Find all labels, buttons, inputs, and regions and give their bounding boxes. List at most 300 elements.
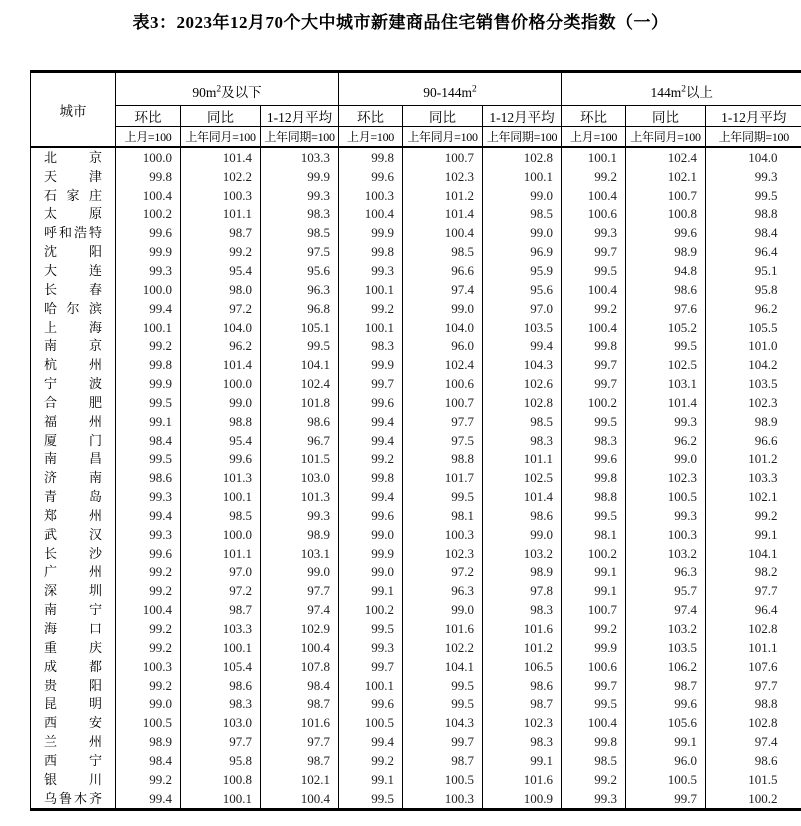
index-value: 99.7: [562, 676, 626, 695]
index-value: 99.0: [483, 525, 562, 544]
index-value: 100.4: [261, 638, 339, 657]
index-value: 99.6: [339, 167, 403, 186]
index-value: 99.1: [339, 581, 403, 600]
index-value: 99.2: [562, 770, 626, 789]
header-base-same-month-last-year: 上年同月=100: [181, 127, 261, 148]
index-value: 99.1: [562, 581, 626, 600]
table-row: [31, 676, 801, 695]
index-value: 98.3: [339, 336, 403, 355]
index-value: 99.1: [483, 751, 562, 770]
index-value: 99.2: [339, 450, 403, 469]
superscript-2: 2: [472, 85, 477, 95]
index-value: 98.9: [706, 412, 801, 431]
header-base-same-period-last-year: 上年同期=100: [483, 127, 562, 148]
index-value: 100.0: [116, 147, 181, 167]
index-value: 97.4: [261, 600, 339, 619]
index-value: 103.5: [483, 318, 562, 337]
table-row: [31, 431, 801, 450]
index-value: 99.5: [116, 450, 181, 469]
index-value: 99.5: [626, 336, 706, 355]
index-value: 99.6: [181, 450, 261, 469]
index-value: 99.8: [339, 147, 403, 167]
index-value: 97.5: [403, 431, 483, 450]
index-value: 101.5: [261, 450, 339, 469]
index-value: 97.7: [261, 732, 339, 751]
index-value: 101.4: [181, 355, 261, 374]
index-value: 103.1: [626, 374, 706, 393]
city-name: 大连: [31, 261, 116, 280]
index-value: 99.3: [706, 167, 801, 186]
table-row: [31, 694, 801, 713]
index-value: 100.2: [339, 600, 403, 619]
index-value: 99.7: [339, 657, 403, 676]
header-base-prev-month: 上月=100: [562, 127, 626, 148]
index-value: 99.5: [403, 676, 483, 695]
page-title: 表3：2023年12月70个大中城市新建商品住宅销售价格分类指数（一）: [0, 8, 801, 33]
index-value: 99.6: [626, 694, 706, 713]
index-value: 103.1: [261, 544, 339, 563]
index-value: 95.4: [181, 431, 261, 450]
index-value: 105.2: [626, 318, 706, 337]
city-name: 哈尔滨: [31, 299, 116, 318]
index-value: 99.0: [403, 299, 483, 318]
index-value: 102.4: [261, 374, 339, 393]
index-value: 100.4: [562, 713, 626, 732]
table-row: [31, 186, 801, 205]
index-value: 103.5: [706, 374, 801, 393]
table-row: [31, 581, 801, 600]
index-value: 100.3: [403, 789, 483, 809]
index-value: 99.3: [116, 525, 181, 544]
index-value: 99.4: [339, 431, 403, 450]
group-label: 90-144m: [423, 85, 472, 100]
index-value: 97.4: [706, 732, 801, 751]
table-row: [31, 525, 801, 544]
index-value: 95.9: [483, 261, 562, 280]
index-value: 99.8: [116, 167, 181, 186]
city-name: 宁波: [31, 374, 116, 393]
index-value: 106.2: [626, 657, 706, 676]
index-value: 98.4: [116, 751, 181, 770]
index-value: 99.6: [562, 450, 626, 469]
index-value: 99.7: [562, 242, 626, 261]
index-value: 98.3: [562, 431, 626, 450]
table-row: [31, 242, 801, 261]
table-row: [31, 638, 801, 657]
table-row: [31, 205, 801, 224]
index-value: 96.0: [403, 336, 483, 355]
index-value: 99.9: [562, 638, 626, 657]
index-value: 99.1: [626, 732, 706, 751]
index-value: 99.7: [562, 355, 626, 374]
index-value: 99.8: [339, 242, 403, 261]
index-value: 98.5: [483, 412, 562, 431]
index-value: 96.2: [626, 431, 706, 450]
index-value: 99.0: [339, 563, 403, 582]
index-value: 100.1: [181, 487, 261, 506]
index-value: 102.1: [626, 167, 706, 186]
table-row: [31, 223, 801, 242]
index-value: 99.3: [562, 789, 626, 809]
index-value: 99.2: [339, 751, 403, 770]
index-value: 98.5: [562, 751, 626, 770]
index-value: 98.6: [116, 468, 181, 487]
index-value: 99.2: [562, 619, 626, 638]
city-name: 长沙: [31, 544, 116, 563]
index-value: 98.7: [181, 223, 261, 242]
index-value: 102.1: [706, 487, 801, 506]
index-value: 102.2: [403, 638, 483, 657]
table-row: [31, 261, 801, 280]
index-value: 99.5: [562, 506, 626, 525]
index-value: 99.3: [339, 261, 403, 280]
index-value: 99.2: [116, 638, 181, 657]
table-row: [31, 147, 801, 167]
index-value: 101.3: [181, 468, 261, 487]
table-row: [31, 318, 801, 337]
index-value: 99.8: [562, 336, 626, 355]
index-value: 100.1: [562, 147, 626, 167]
index-value: 101.1: [483, 450, 562, 469]
index-value: 99.7: [626, 789, 706, 809]
index-value: 100.1: [339, 676, 403, 695]
group-label: 90m: [192, 85, 216, 100]
index-value: 98.8: [403, 450, 483, 469]
index-value: 99.1: [339, 770, 403, 789]
index-value: 101.1: [181, 205, 261, 224]
index-value: 100.4: [116, 600, 181, 619]
index-value: 98.7: [403, 751, 483, 770]
index-value: 97.2: [181, 581, 261, 600]
index-value: 98.3: [483, 732, 562, 751]
table-row: [31, 336, 801, 355]
index-value: 102.9: [261, 619, 339, 638]
index-value: 104.0: [181, 318, 261, 337]
index-value: 98.6: [181, 676, 261, 695]
index-value: 96.3: [403, 581, 483, 600]
index-value: 97.4: [403, 280, 483, 299]
index-value: 103.3: [181, 619, 261, 638]
index-value: 100.8: [626, 205, 706, 224]
index-value: 99.3: [261, 506, 339, 525]
index-value: 99.3: [116, 261, 181, 280]
table-row: [31, 393, 801, 412]
city-name: 武汉: [31, 525, 116, 544]
index-value: 99.3: [261, 186, 339, 205]
city-column-header: 城市: [31, 72, 116, 148]
index-value: 102.8: [483, 393, 562, 412]
header-base-prev-month: 上月=100: [116, 127, 181, 148]
index-value: 101.7: [403, 468, 483, 487]
index-value: 98.8: [181, 412, 261, 431]
index-value: 101.6: [483, 770, 562, 789]
index-value: 100.8: [181, 770, 261, 789]
index-value: 98.5: [403, 242, 483, 261]
header-yoy: 同比: [626, 106, 706, 127]
table-row: [31, 412, 801, 431]
index-value: 99.5: [261, 336, 339, 355]
city-name: 西安: [31, 713, 116, 732]
index-value: 99.2: [181, 242, 261, 261]
index-value: 100.1: [483, 167, 562, 186]
index-value: 101.2: [483, 638, 562, 657]
index-value: 97.7: [181, 732, 261, 751]
index-value: 99.0: [339, 525, 403, 544]
index-value: 99.4: [339, 487, 403, 506]
index-value: 99.2: [116, 336, 181, 355]
index-value: 98.6: [706, 751, 801, 770]
index-value: 101.8: [261, 393, 339, 412]
index-value: 95.8: [706, 280, 801, 299]
index-value: 106.5: [483, 657, 562, 676]
index-value: 98.9: [116, 732, 181, 751]
header-base-prev-month: 上月=100: [339, 127, 403, 148]
index-value: 97.7: [403, 412, 483, 431]
index-value: 98.7: [181, 600, 261, 619]
index-value: 100.0: [181, 525, 261, 544]
index-value: 102.3: [403, 544, 483, 563]
index-value: 100.1: [181, 789, 261, 809]
index-value: 100.3: [403, 525, 483, 544]
city-name: 合肥: [31, 393, 116, 412]
header-base-same-month-last-year: 上年同月=100: [403, 127, 483, 148]
index-value: 99.6: [339, 393, 403, 412]
table-row: [31, 544, 801, 563]
index-value: 100.2: [116, 205, 181, 224]
city-name: 石家庄: [31, 186, 116, 205]
group-header-90-below: [116, 72, 339, 106]
index-value: 97.0: [483, 299, 562, 318]
index-value: 101.6: [483, 619, 562, 638]
index-value: 99.8: [116, 355, 181, 374]
index-value: 99.6: [339, 506, 403, 525]
index-value: 99.0: [403, 600, 483, 619]
table-row: [31, 506, 801, 525]
city-name: 南京: [31, 336, 116, 355]
index-value: 99.5: [562, 694, 626, 713]
index-value: 100.7: [626, 186, 706, 205]
index-value: 99.3: [116, 487, 181, 506]
index-value: 102.3: [706, 393, 801, 412]
index-value: 96.9: [483, 242, 562, 261]
index-value: 100.5: [626, 487, 706, 506]
index-value: 102.2: [181, 167, 261, 186]
header-yoy: 同比: [181, 106, 261, 127]
table-row: [31, 619, 801, 638]
index-value: 99.2: [562, 299, 626, 318]
city-name: 南宁: [31, 600, 116, 619]
index-value: 99.1: [562, 563, 626, 582]
index-value: 95.7: [626, 581, 706, 600]
index-value: 100.1: [339, 318, 403, 337]
index-value: 99.4: [116, 789, 181, 809]
group-label-suffix: 以上: [686, 85, 713, 100]
index-value: 99.9: [339, 355, 403, 374]
index-value: 99.5: [116, 393, 181, 412]
index-value: 105.1: [261, 318, 339, 337]
header-yoy: 同比: [403, 106, 483, 127]
index-value: 96.6: [403, 261, 483, 280]
index-value: 97.0: [181, 563, 261, 582]
index-value: 98.3: [483, 600, 562, 619]
index-value: 99.6: [626, 223, 706, 242]
index-value: 99.5: [562, 261, 626, 280]
index-value: 100.9: [483, 789, 562, 809]
header-base-same-period-last-year: 上年同期=100: [261, 127, 339, 148]
index-value: 98.5: [483, 205, 562, 224]
table-row: [31, 468, 801, 487]
city-name: 呼和浩特: [31, 223, 116, 242]
index-value: 100.0: [116, 280, 181, 299]
index-value: 101.4: [626, 393, 706, 412]
index-value: 102.3: [403, 167, 483, 186]
index-value: 99.6: [116, 544, 181, 563]
index-value: 98.9: [261, 525, 339, 544]
index-value: 99.3: [626, 506, 706, 525]
table-row: [31, 167, 801, 186]
table-row: [31, 450, 801, 469]
index-value: 99.9: [116, 242, 181, 261]
index-value: 100.5: [116, 713, 181, 732]
city-name: 上海: [31, 318, 116, 337]
index-value: 100.7: [403, 393, 483, 412]
table-row: [31, 789, 801, 809]
header-mom: 环比: [339, 106, 403, 127]
header-avg: 1-12月平均: [483, 106, 562, 127]
index-value: 102.5: [483, 468, 562, 487]
index-value: 100.1: [339, 280, 403, 299]
city-name: 成都: [31, 657, 116, 676]
index-value: 96.8: [261, 299, 339, 318]
index-value: 102.5: [626, 355, 706, 374]
index-value: 101.3: [261, 487, 339, 506]
index-value: 105.6: [626, 713, 706, 732]
index-value: 99.7: [403, 732, 483, 751]
index-value: 100.2: [562, 393, 626, 412]
index-value: 95.4: [181, 261, 261, 280]
index-value: 102.8: [483, 147, 562, 167]
index-value: 99.5: [403, 694, 483, 713]
index-value: 98.8: [562, 487, 626, 506]
index-value: 97.7: [706, 581, 801, 600]
index-value: 99.3: [562, 223, 626, 242]
index-value: 99.9: [261, 167, 339, 186]
table-body: [31, 147, 801, 809]
city-name: 昆明: [31, 694, 116, 713]
index-value: 95.8: [181, 751, 261, 770]
index-value: 96.7: [261, 431, 339, 450]
index-value: 101.1: [181, 544, 261, 563]
city-name: 杭州: [31, 355, 116, 374]
index-value: 103.2: [626, 544, 706, 563]
index-value: 98.3: [181, 694, 261, 713]
table-row: [31, 487, 801, 506]
index-value: 98.8: [706, 205, 801, 224]
index-value: 102.8: [706, 713, 801, 732]
index-value: 98.6: [483, 676, 562, 695]
group-header-row: [31, 72, 801, 106]
city-name: 北京: [31, 147, 116, 167]
index-value: 101.4: [403, 205, 483, 224]
table-row: [31, 280, 801, 299]
index-value: 100.0: [181, 374, 261, 393]
index-value: 98.5: [181, 506, 261, 525]
index-value: 104.3: [403, 713, 483, 732]
index-value: 103.2: [483, 544, 562, 563]
city-name: 天津: [31, 167, 116, 186]
index-value: 98.9: [483, 563, 562, 582]
index-value: 103.0: [261, 468, 339, 487]
index-value: 96.6: [706, 431, 801, 450]
index-value: 100.4: [403, 223, 483, 242]
index-value: 98.1: [562, 525, 626, 544]
group-label-suffix: 及以下: [221, 85, 262, 100]
index-value: 98.2: [706, 563, 801, 582]
index-value: 98.6: [483, 506, 562, 525]
index-value: 100.1: [181, 638, 261, 657]
index-value: 99.6: [339, 694, 403, 713]
index-value: 99.4: [339, 732, 403, 751]
city-name: 长春: [31, 280, 116, 299]
header-base-same-period-last-year: 上年同期=100: [706, 127, 801, 148]
index-value: 99.4: [339, 412, 403, 431]
index-value: 99.0: [483, 223, 562, 242]
index-value: 99.5: [562, 412, 626, 431]
city-name: 海口: [31, 619, 116, 638]
index-value: 101.2: [403, 186, 483, 205]
index-value: 102.1: [261, 770, 339, 789]
index-value: 100.7: [562, 600, 626, 619]
index-value: 99.9: [339, 223, 403, 242]
index-value: 98.6: [261, 412, 339, 431]
index-value: 107.6: [706, 657, 801, 676]
index-value: 97.7: [706, 676, 801, 695]
table-row: [31, 563, 801, 582]
city-name: 广州: [31, 563, 116, 582]
index-value: 101.6: [261, 713, 339, 732]
index-value: 100.4: [562, 186, 626, 205]
index-value: 99.7: [562, 374, 626, 393]
group-label: 144m: [651, 85, 682, 100]
city-name: 厦门: [31, 431, 116, 450]
index-value: 104.1: [706, 544, 801, 563]
index-value: 98.7: [261, 694, 339, 713]
table-row: [31, 374, 801, 393]
index-value: 95.6: [261, 261, 339, 280]
base-header-row: [31, 127, 801, 148]
index-value: 101.4: [483, 487, 562, 506]
index-value: 99.1: [116, 412, 181, 431]
table-row: [31, 751, 801, 770]
index-value: 100.4: [562, 280, 626, 299]
index-value: 105.4: [181, 657, 261, 676]
index-value: 104.0: [403, 318, 483, 337]
index-value: 98.4: [116, 431, 181, 450]
index-value: 99.3: [339, 638, 403, 657]
index-value: 100.6: [562, 657, 626, 676]
city-name: 郑州: [31, 506, 116, 525]
superscript-2: 2: [681, 85, 686, 95]
index-value: 99.0: [261, 563, 339, 582]
table-header: [31, 72, 801, 148]
index-value: 97.7: [261, 581, 339, 600]
index-value: 98.3: [483, 431, 562, 450]
index-value: 98.7: [626, 676, 706, 695]
index-value: 99.4: [483, 336, 562, 355]
index-value: 103.3: [261, 147, 339, 167]
index-value: 100.2: [706, 789, 801, 809]
group-header-90-144: [339, 72, 562, 106]
